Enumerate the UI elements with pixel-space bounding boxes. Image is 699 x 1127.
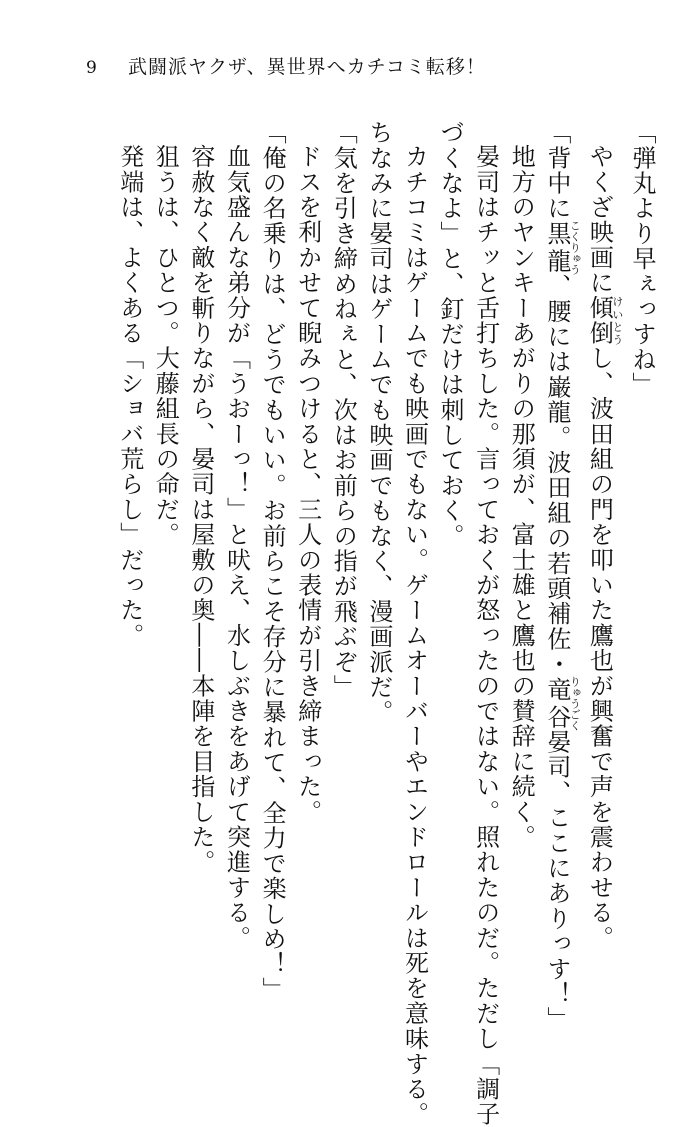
text-line: 「背中に黒龍こくりゅう、腰には巌龍。波田組の若頭補佐・竜谷りゅうごく晏司、ここにありっす！」 (542, 120, 582, 1032)
text-line: 血気盛んな弟分が「うおーっ！」と吠え、水しぶきをあげて突進する。 (222, 144, 251, 951)
book-title: 武闘派ヤクザ、異世界へカチコミ転移！ (128, 56, 486, 78)
text-line: ちなみに晏司はゲームでも映画でもなく、漫画派だ。 (364, 120, 393, 725)
text-line: カチコミはゲームでも映画でもない。ゲームオーバーやエンドロールは死を意味する。 (400, 144, 429, 1127)
ruby-annotation: 竜谷りゅうごく (542, 675, 582, 731)
text-line: 狙うは、ひとつ。大藤組長の命だ。 (151, 144, 180, 548)
text-line: 「弾丸より早ぇっすね」 (628, 120, 656, 398)
text-line: 発端は、よくある「ショバ荒らし」だった。 (115, 144, 144, 648)
page-header (0, 0, 699, 90)
text-line: 容赦なく敵を斬りながら、晏司は屋敷の奥――本陣を目指した。 (186, 144, 215, 875)
text-line: やくざ映画に傾倒けいとうし、波田組の門を叩いた鷹也が興奮で声を震わせる。 (585, 144, 624, 951)
vertical-text-body (19, 120, 659, 1127)
text-line: 「気を引き締めねぇと、次はお前らの指が飛ぶぞ」 (329, 120, 358, 700)
text-line: ドスを利かせて睨みつけると、三人の表情が引き締まった。 (293, 144, 322, 825)
ruby-annotation: 傾倒けいとう (585, 295, 624, 346)
page-number: 9 (86, 58, 97, 78)
text-line: 「俺の名乗りは、どうでもいい。お前らこそ存分に暴れて、全力で楽しめ！」 (258, 120, 287, 1002)
text-line: 地方のヤンキーあがりの那須が、富士雄と鷹也の賛辞に続く。 (507, 144, 536, 850)
text-line: 晏司はチッと舌打ちした。言っておくが怒ったのではない。照れたのだ。ただし「調子 (471, 144, 500, 1127)
text-line: づくなよ」と、釘だけは刺しておく。 (436, 120, 465, 549)
ruby-annotation: 黒龍こくりゅう (542, 219, 582, 275)
